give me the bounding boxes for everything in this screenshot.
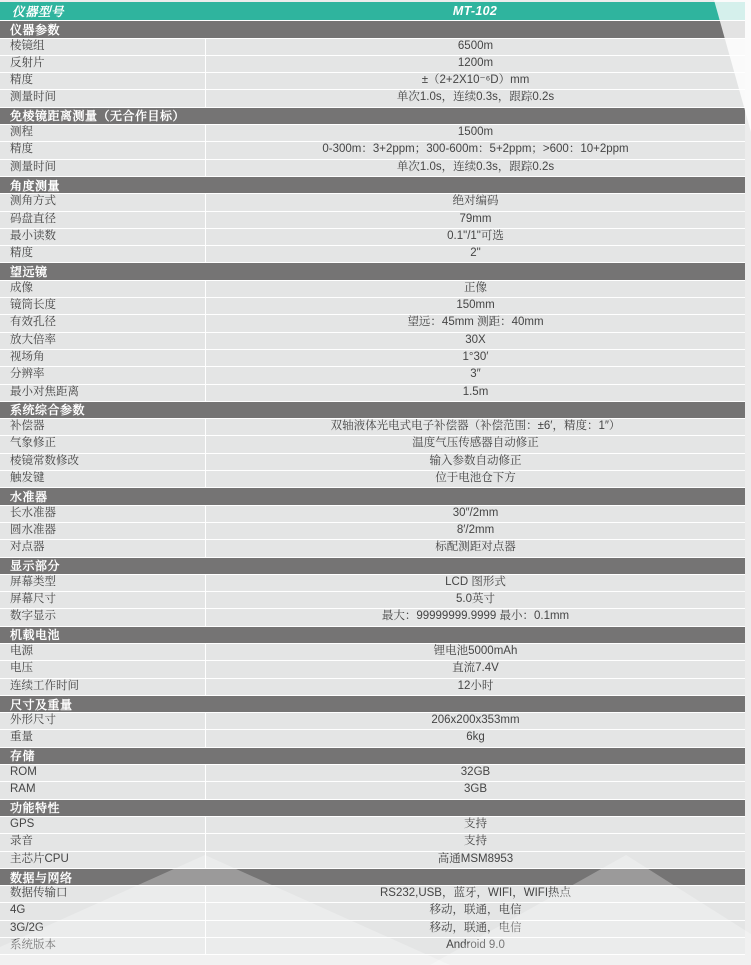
spec-value-cell: 1500m (205, 125, 745, 141)
spec-label-cell: 主芯片CPU (10, 852, 69, 865)
spec-row (0, 852, 745, 869)
section-title: 免棱镜距离测量（无合作目标） (10, 109, 186, 124)
section-bar (0, 627, 745, 644)
spec-row (0, 298, 745, 315)
spec-label-cell: RAM (10, 783, 36, 796)
spec-value-cell: 5.0英寸 (205, 592, 745, 608)
spec-label-cell: ROM (10, 766, 37, 779)
spec-value-cell: 高通MSM8953 (205, 852, 745, 868)
spec-row (0, 506, 745, 523)
section-bar (0, 402, 745, 419)
section-title: 显示部分 (10, 559, 61, 574)
spec-value-cell: 单次1.0s，连续0.3s，跟踪0.2s (205, 160, 745, 176)
spec-table (0, 2, 745, 955)
spec-row (0, 246, 745, 263)
spec-row (0, 782, 745, 799)
section-title: 角度测量 (10, 178, 61, 193)
spec-label-cell: 屏幕尺寸 (10, 593, 56, 606)
spec-label-cell: 棱镜常数修改 (10, 454, 79, 467)
section-title: 系统综合参数 (10, 403, 86, 418)
spec-row (0, 817, 745, 834)
spec-value-cell: ±（2+2X10⁻⁶D）mm (205, 73, 745, 89)
spec-label-cell: 触发键 (10, 472, 45, 485)
spec-label-cell: 精度 (10, 74, 33, 87)
spec-row (0, 56, 745, 73)
section-bar (0, 108, 745, 125)
model-header-bar (0, 2, 745, 21)
spec-row (0, 333, 745, 350)
spec-label-cell: 外形尺寸 (10, 714, 56, 727)
spec-value-cell: 30X (205, 333, 745, 349)
spec-row (0, 212, 745, 229)
spec-row (0, 142, 745, 159)
spec-label-cell: 长水准器 (10, 506, 56, 519)
spec-label-cell: 反射片 (10, 56, 45, 69)
spec-row (0, 540, 745, 557)
spec-row (0, 436, 745, 453)
spec-row (0, 523, 745, 540)
spec-value-cell: 1°30′ (205, 350, 745, 366)
model-label: 仪器型号 (12, 5, 65, 20)
section-title: 功能特性 (10, 801, 61, 816)
spec-label-cell: 系统版本 (10, 939, 56, 952)
spec-value-cell: 直流7.4V (205, 661, 745, 677)
spec-row (0, 644, 745, 661)
spec-value-cell: 6500m (205, 39, 745, 55)
spec-label-cell: 码盘直径 (10, 212, 56, 225)
spec-label-cell: 4G (10, 904, 26, 917)
spec-label-cell: 屏幕类型 (10, 575, 56, 588)
spec-value-cell: 6kg (205, 730, 745, 746)
spec-label-cell: 圆水准器 (10, 523, 56, 536)
spec-label-cell: 录音 (10, 835, 33, 848)
spec-row (0, 367, 745, 384)
spec-value-cell: 位于电池仓下方 (205, 471, 745, 487)
spec-value-cell: 锂电池5000mAh (205, 644, 745, 660)
spec-value-cell: 正像 (205, 281, 745, 297)
spec-value-cell: 温度气压传感器自动修正 (205, 436, 745, 452)
spec-row (0, 281, 745, 298)
spec-row (0, 229, 745, 246)
spec-label-cell: 重量 (10, 731, 33, 744)
spec-row (0, 350, 745, 367)
spec-label-cell: 最小对焦距离 (10, 385, 79, 398)
spec-label-cell: 补偿器 (10, 420, 45, 433)
spec-label-cell: 对点器 (10, 541, 45, 554)
spec-row (0, 903, 745, 920)
spec-label-cell: 有效孔径 (10, 316, 56, 329)
spec-label-cell: 测角方式 (10, 195, 56, 208)
spec-label-cell: 气象修正 (10, 437, 56, 450)
spec-value-cell: 移动，联通，电信 (205, 921, 745, 937)
spec-label-cell: 数字显示 (10, 610, 56, 623)
spec-row (0, 921, 745, 938)
spec-row (0, 471, 745, 488)
spec-value-cell: Android 9.0 (205, 938, 745, 954)
spec-value-cell: 输入参数自动修正 (205, 454, 745, 470)
section-title: 仪器参数 (10, 22, 61, 37)
section-bar (0, 800, 745, 817)
spec-value-cell: 最大：99999999.9999 最小：0.1mm (205, 609, 745, 625)
spec-value-cell: 移动，联通，电信 (205, 903, 745, 919)
spec-label-cell: 测程 (10, 126, 33, 139)
spec-value-cell: 0.1"/1"可选 (205, 229, 745, 245)
spec-value-cell: 3″ (205, 367, 745, 383)
section-bar (0, 488, 745, 505)
section-bar (0, 558, 745, 575)
spec-label-cell: GPS (10, 817, 35, 830)
spec-label-cell: 视场角 (10, 350, 45, 363)
spec-value-cell: 206x200x353mm (205, 713, 745, 729)
spec-label-cell: 电压 (10, 662, 33, 675)
spec-value-cell: 2" (205, 246, 745, 262)
section-title: 存储 (10, 749, 36, 764)
spec-row (0, 125, 745, 142)
spec-row (0, 194, 745, 211)
spec-value-cell: 3GB (205, 782, 745, 798)
spec-value-cell: 0-300m：3+2ppm；300-600m：5+2ppm；>600：10+2ppm (205, 142, 745, 158)
spec-label-cell: 测量时间 (10, 91, 56, 104)
spec-label-cell: 最小读数 (10, 229, 56, 242)
spec-row (0, 713, 745, 730)
spec-label-cell: 连续工作时间 (10, 679, 79, 692)
spec-label-cell: 精度 (10, 247, 33, 260)
spec-value-cell: 标配测距对点器 (205, 540, 745, 556)
spec-value-cell: 双轴液体光电式电子补偿器（补偿范围：±6′，精度：1″） (205, 419, 745, 435)
spec-row (0, 575, 745, 592)
spec-value-cell: 30″/2mm (205, 506, 745, 522)
section-bar (0, 177, 745, 194)
model-value: MT-102 (452, 4, 498, 19)
spec-row (0, 679, 745, 696)
spec-value-cell: RS232,USB，蓝牙，WIFI，WIFI热点 (205, 886, 745, 902)
spec-label-cell: 分辨率 (10, 368, 45, 381)
spec-row (0, 661, 745, 678)
spec-value-cell: 望远：45mm 测距：40mm (205, 315, 745, 331)
spec-label-cell: 测量时间 (10, 160, 56, 173)
spec-label-cell: 放大倍率 (10, 333, 56, 346)
spec-value-cell: 支持 (205, 817, 745, 833)
section-title: 望远镜 (10, 265, 48, 280)
section-bar (0, 696, 745, 713)
spec-label-cell: 成像 (10, 281, 33, 294)
spec-row (0, 938, 745, 955)
spec-value-cell: 12小时 (205, 679, 745, 695)
spec-value-cell: 1.5m (205, 385, 745, 401)
spec-value-cell: 8′/2mm (205, 523, 745, 539)
section-title: 机载电池 (10, 628, 61, 643)
spec-value-cell: 79mm (205, 212, 745, 228)
spec-row (0, 609, 745, 626)
section-bar (0, 263, 745, 280)
section-title: 尺寸及重量 (10, 697, 73, 712)
section-bar (0, 21, 745, 38)
spec-value-cell: 1200m (205, 56, 745, 72)
spec-label-cell: 棱镜组 (10, 39, 45, 52)
spec-value-cell: 单次1.0s，连续0.3s，跟踪0.2s (205, 90, 745, 106)
spec-label-cell: 3G/2G (10, 921, 44, 934)
spec-row (0, 834, 745, 851)
spec-row (0, 454, 745, 471)
spec-value-cell: LCD 图形式 (205, 575, 745, 591)
spec-table-body (0, 21, 745, 955)
spec-label-cell: 镜筒长度 (10, 299, 56, 312)
section-title: 水准器 (10, 489, 48, 504)
spec-label-cell: 数据传输口 (10, 887, 68, 900)
section-title: 数据与网络 (10, 870, 73, 885)
spec-value-cell: 32GB (205, 765, 745, 781)
spec-row (0, 160, 745, 177)
spec-row (0, 90, 745, 107)
section-bar (0, 748, 745, 765)
spec-value-cell: 绝对编码 (205, 194, 745, 210)
section-bar (0, 869, 745, 886)
spec-row (0, 419, 745, 436)
spec-label-cell: 电源 (10, 644, 33, 657)
spec-row (0, 886, 745, 903)
spec-row (0, 73, 745, 90)
spec-row (0, 315, 745, 332)
spec-value-cell: 150mm (205, 298, 745, 314)
spec-value-cell: 支持 (205, 834, 745, 850)
spec-row (0, 730, 745, 747)
spec-row (0, 765, 745, 782)
spec-row (0, 39, 745, 56)
spec-label-cell: 精度 (10, 143, 33, 156)
spec-row (0, 385, 745, 402)
spec-row (0, 592, 745, 609)
